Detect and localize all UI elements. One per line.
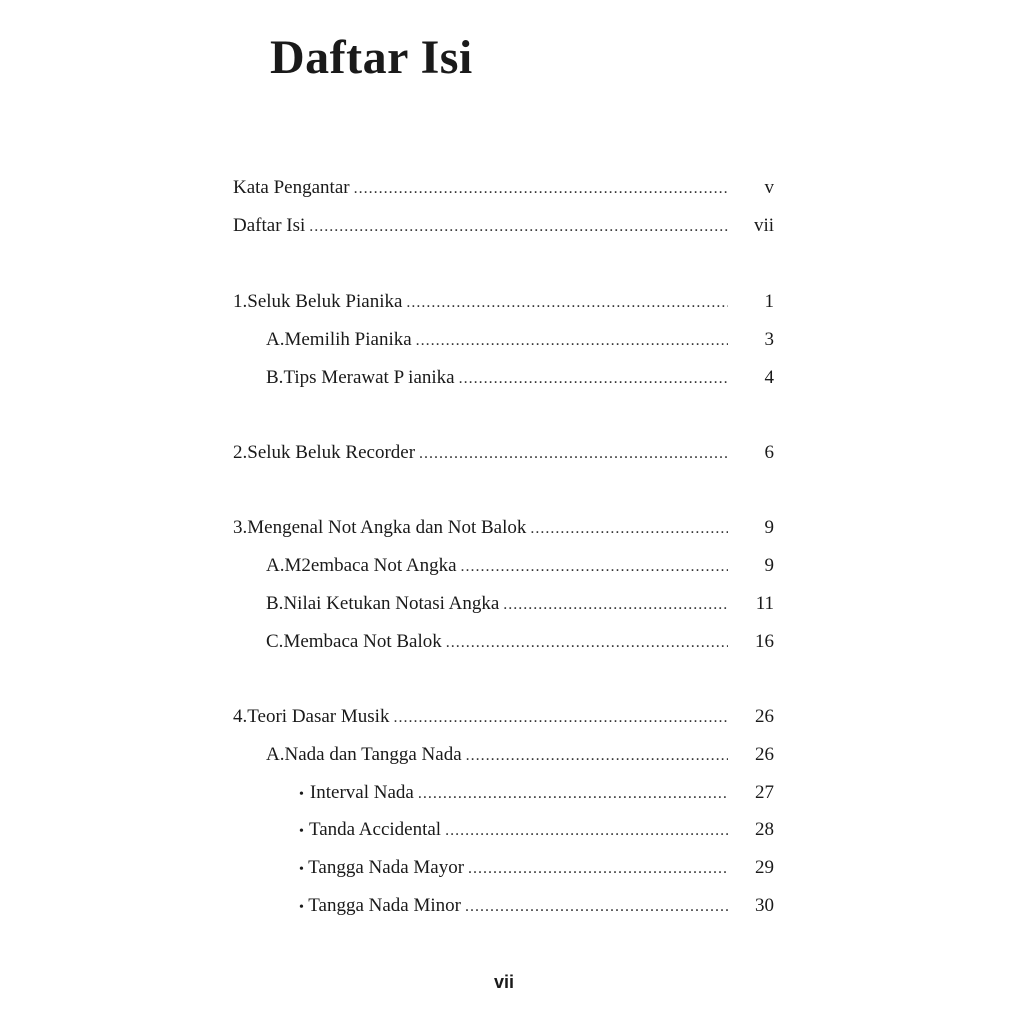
leader-dots [354, 174, 728, 204]
leader-dots [416, 326, 728, 356]
leader-dots [446, 628, 728, 658]
toc-entry-label: Memilih Pianika [284, 329, 412, 350]
toc-entry-page: 26 [755, 706, 774, 727]
toc-entry-chapter-4[interactable] [233, 702, 774, 732]
toc-entry-4a-interval[interactable] [299, 778, 774, 808]
toc-entry-number: C. [266, 631, 284, 652]
toc-entry-chapter-1[interactable] [233, 287, 774, 317]
toc-entry-3c[interactable] [266, 627, 774, 657]
toc-entry-number: A. [266, 744, 285, 765]
toc-entry-3a[interactable] [266, 551, 774, 581]
toc-entry-label: M2embaca Not Angka [284, 555, 457, 576]
leader-dots [445, 816, 728, 846]
toc-entry-4a-mayor[interactable] [299, 853, 774, 883]
toc-entry-chapter-2[interactable] [233, 438, 774, 468]
page-title: Daftar Isi [270, 31, 473, 84]
toc-entry-kata-pengantar[interactable] [233, 173, 774, 203]
leader-dots [406, 288, 728, 318]
toc-entry-3b[interactable] [266, 589, 774, 619]
toc-entry-number: B. [266, 593, 284, 614]
toc-entry-label: Daftar Isi [233, 215, 306, 236]
bullet-icon: • [299, 862, 304, 877]
toc-entry-page: 3 [764, 329, 774, 350]
toc-entry-page: 4 [764, 367, 774, 388]
bullet-icon: • [299, 824, 304, 839]
toc-entry-label: Tangga Nada Mayor [308, 857, 465, 878]
toc-entry-page: 9 [764, 517, 774, 538]
leader-dots [459, 364, 728, 394]
bullet-icon: • [299, 900, 304, 915]
toc-entry-label: Tips Merawat P ianika [283, 367, 455, 388]
toc-entry-number: 1. [233, 291, 248, 312]
leader-dots [466, 741, 728, 771]
toc-entry-number: A. [266, 329, 285, 350]
toc-entry-number: 4. [233, 706, 248, 727]
toc-entry-label: Mengenal Not Angka dan Not Balok [247, 517, 527, 538]
leader-dots [465, 892, 728, 922]
leader-dots [393, 703, 728, 733]
toc-entry-label: Kata Pengantar [233, 177, 350, 198]
leader-dots [530, 514, 728, 544]
toc-entry-page: v [764, 177, 774, 198]
toc-entry-page: 27 [755, 782, 774, 803]
toc-entry-label: Nilai Ketukan Notasi Angka [283, 593, 500, 614]
toc-entry-label: Membaca Not Balok [283, 631, 442, 652]
toc-entry-page: 9 [764, 555, 774, 576]
toc-entry-label: Seluk Beluk Pianika [247, 291, 403, 312]
toc-entry-4a-minor[interactable] [299, 891, 774, 921]
toc-entry-4a-accidental[interactable] [299, 815, 774, 845]
leader-dots [461, 552, 729, 582]
toc-entry-page: vii [753, 215, 774, 236]
toc-entry-label: Tangga Nada Minor [308, 895, 461, 916]
toc-entry-daftar-isi[interactable] [233, 211, 774, 241]
toc-entry-page: 28 [755, 819, 774, 840]
toc-entry-page: 26 [755, 744, 774, 765]
toc-entry-page: 30 [755, 895, 774, 916]
toc-entry-page: 11 [755, 593, 774, 614]
toc-entry-label: Interval Nada [309, 782, 414, 803]
bullet-icon: • [299, 787, 304, 802]
page-number: vii [493, 972, 514, 992]
toc-entry-page: 1 [764, 291, 774, 312]
toc-entry-page: 29 [755, 857, 774, 878]
toc-entry-label: Teori Dasar Musik [247, 706, 390, 727]
leader-dots [418, 779, 728, 809]
toc-entry-page: 16 [755, 631, 774, 652]
leader-dots [503, 590, 728, 620]
toc-entry-number: 3. [233, 517, 248, 538]
toc-entry-label: Nada dan Tangga Nada [284, 744, 462, 765]
toc-entry-1b[interactable] [266, 363, 774, 393]
leader-dots [419, 439, 728, 469]
toc-entry-chapter-3[interactable] [233, 513, 774, 543]
leader-dots [309, 212, 728, 242]
toc-entry-number: A. [266, 555, 285, 576]
toc-entry-4a[interactable] [266, 740, 774, 770]
toc-entry-1a[interactable] [266, 325, 774, 355]
toc-entry-label: Tanda Accidental [308, 819, 442, 840]
leader-dots [468, 854, 728, 884]
toc-entry-page: 6 [764, 442, 774, 463]
toc-entry-label: Seluk Beluk Recorder [247, 442, 416, 463]
toc-entry-number: 2. [233, 442, 248, 463]
toc-entry-number: B. [266, 367, 284, 388]
